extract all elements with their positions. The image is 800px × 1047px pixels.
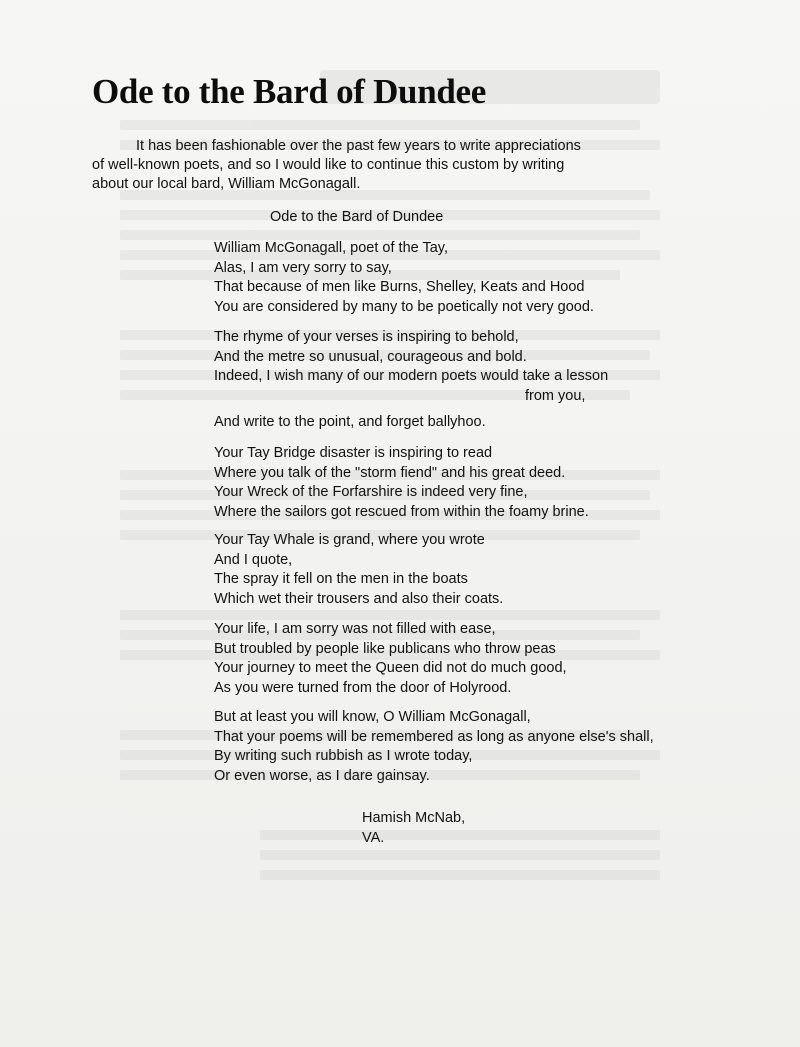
poem-line: That your poems will be remembered as long as anyone else's shall, [214,728,654,745]
poem-line: Where you talk of the "storm fiend" and his great deed. [214,464,566,481]
stanza-1 [214,239,594,317]
poem-line: Your Tay Whale is grand, where you wrote [214,532,485,548]
poem-line: And I quote, [214,551,293,568]
poem-line: You are considered by many to be poetically not very good. [214,298,594,315]
page-title: Ode to the Bard of Dundee [92,72,487,111]
stanza-2 [214,328,608,433]
stanza-4 [214,531,503,609]
stanza-3 [214,444,589,522]
poem-line: Alas, I am very sorry to say, [214,259,392,276]
poem-line: The spray it fell on the men in the boats [214,571,468,587]
stanza-5 [214,620,567,698]
poem-line: Your Tay Bridge disaster is inspiring to read [214,445,493,461]
intro-line: It has been fashionable over the past few years to write appreciations [136,138,581,154]
author-suffix: VA. [362,829,385,846]
poem-line: William McGonagall, poet of the Tay, [214,240,448,256]
poem-line: As you were turned from the door of Holyrood. [214,679,512,696]
poem-line: Indeed, I wish many of our modern poets would take a lesson [214,368,609,384]
poem-line: By writing such rubbish as I wrote today, [214,748,473,764]
author-signature [362,809,465,848]
poem-line: And write to the point, and forget ballyhoo. [214,414,486,430]
poem-line: That because of men like Burns, Shelley, Keats and Hood [214,279,585,295]
poem-line: Your life, I am sorry was not filled with ease, [214,621,496,637]
intro-line: about our local bard, William McGonagall. [92,176,361,192]
intro-paragraph [92,137,662,194]
poem-title: Ode to the Bard of Dundee [270,209,444,225]
poem-line: The rhyme of your verses is inspiring to behold, [214,329,519,345]
poem-line: And the metre so unusual, courageous and bold. [214,348,527,365]
poem-line: Or even worse, as I dare gainsay. [214,767,430,784]
stanza-6 [214,708,654,786]
poem-line: Which wet their trousers and also their coats. [214,590,504,607]
poem-line-continuation: from you, [525,387,586,404]
poem-line: But troubled by people like publicans who throw peas [214,640,556,657]
poem-line: Where the sailors got rescued from within the foamy brine. [214,503,589,520]
intro-line: of well-known poets, and so I would like to continue this custom by writing [92,157,565,173]
poem-line: Your journey to meet the Queen did not do much good, [214,660,567,676]
author-name: Hamish McNab, [362,810,466,826]
poem-line: But at least you will know, O William McGonagall, [214,709,531,725]
poem-line: Your Wreck of the Forfarshire is indeed very fine, [214,484,528,500]
